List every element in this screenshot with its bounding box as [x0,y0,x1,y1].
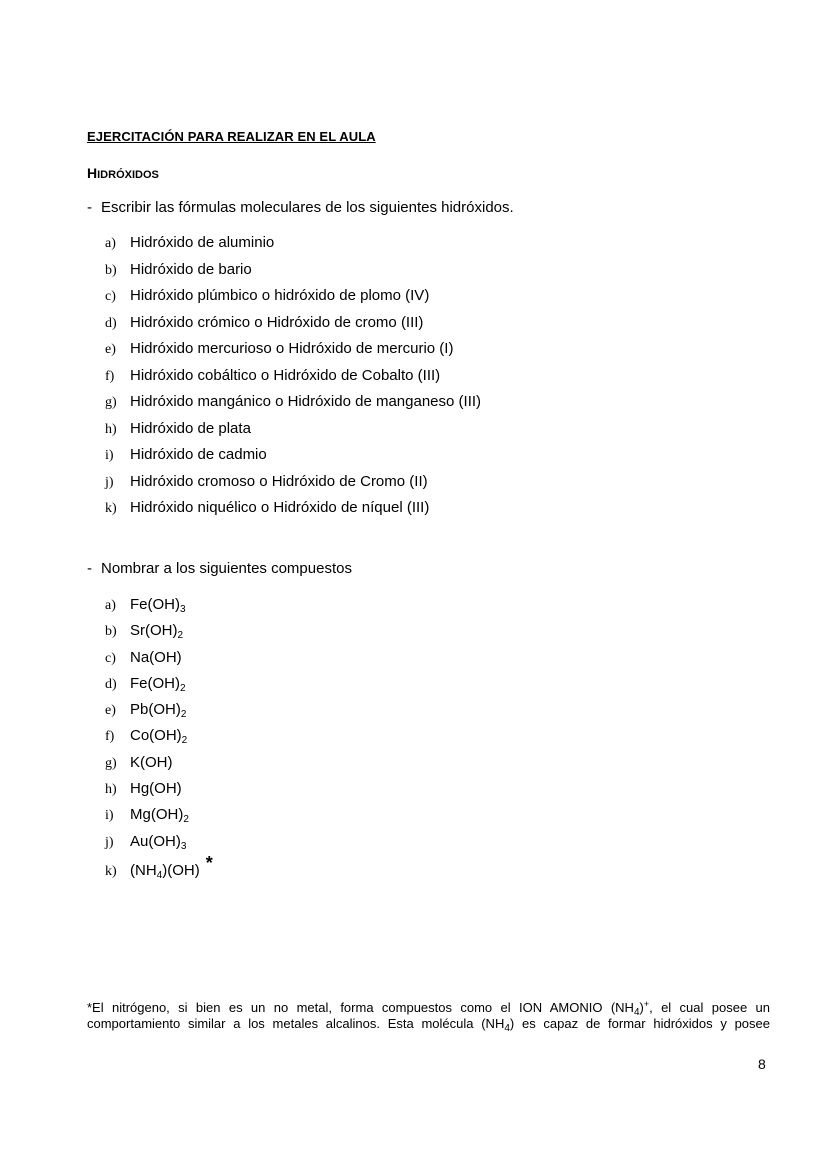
list-item [105,596,213,622]
formula-subscript: 2 [181,735,188,747]
list-item-text: Hidróxido de bario [130,260,252,278]
formula-subscript: 2 [177,630,184,642]
list-marker: c) [105,650,116,666]
formula-subscript: 2 [180,682,186,694]
list-item-text: Hidróxido cromoso o Hidróxido de Cromo (II) [130,472,428,490]
footnote-text: ) es capaz de formar hidróxidos y posee [509,1016,770,1031]
dash-bullet: - [87,199,92,216]
chemical-formula [130,833,186,850]
list-item [105,754,213,780]
list-item [105,367,481,394]
chemical-formula [130,806,189,826]
list-item [105,393,481,420]
list-item [105,675,213,701]
chemical-formula [130,727,188,747]
formula-base: Mg(OH) [130,806,184,824]
list-item [105,446,481,473]
footnote [87,1000,770,1032]
list-item [105,622,213,648]
list-marker: b) [105,624,117,640]
formula-base: Co(OH) [130,727,182,745]
list-item-text: Hidróxido niquélico o Hidróxido de níquel (III) [130,499,430,516]
page-number: 8 [758,1056,766,1072]
list-marker: k) [105,863,117,879]
chemical-formula [130,754,173,771]
list-marker: j) [105,474,114,490]
list-item [105,234,481,261]
list-item [105,314,481,341]
list-marker: f) [105,368,115,384]
compound-formulas-list [105,596,213,885]
section-heading [87,165,159,181]
formula-base: Hg(OH) [130,780,182,798]
list-item [105,420,481,447]
footnote-text: *El nitrógeno, si bien es un no metal, forma compuestos como el ION AMONIO (NH [87,1000,634,1015]
formula-subscript: 2 [180,709,187,721]
list-item [105,701,213,727]
list-item [105,473,481,500]
list-item-text: Hidróxido de plata [130,419,251,437]
list-marker: h) [105,782,117,798]
section-heading-initial: H [87,165,98,181]
footnote-text: , el cual posee un [649,1000,771,1015]
list-marker: a) [105,598,116,613]
list-item [105,833,213,859]
formula-base: K(OH) [130,753,173,771]
list-item [105,649,213,675]
list-marker: h) [105,421,117,437]
instruction-write-formulas [87,199,514,216]
list-item [105,852,213,885]
list-item [105,340,481,367]
page-heading: EJERCITACIÓN PARA REALIZAR EN EL AULA [87,129,376,144]
list-item [105,261,481,288]
chemical-formula [130,649,182,666]
list-marker: f) [105,729,115,745]
footnote-subscript: 4 [633,1007,640,1018]
formula-base: Pb(OH) [130,701,181,719]
footnote-superscript: + [643,999,650,1009]
chemical-formula [130,622,184,642]
list-item [105,806,213,832]
list-marker: g) [105,395,117,410]
list-item [105,780,213,806]
footnote-text: comportamiento similar a los metales alcalinos. Esta molécula (NH [87,1016,505,1031]
formula-subscript: 3 [180,840,187,852]
list-item-text: Hidróxido cobáltico o Hidróxido de Cobalto (III) [130,366,441,384]
list-marker: a) [105,236,116,251]
formula-base: Na(OH) [130,648,182,666]
instruction-text: Escribir las fórmulas moleculares de los siguientes hidróxidos. [101,199,514,216]
list-marker: e) [105,342,116,357]
list-marker: i) [105,448,114,463]
list-item-text: Hidróxido crómico o Hidróxido de cromo (III) [130,313,424,331]
chemical-formula [130,862,200,879]
list-item-text: Hidróxido mangánico o Hidróxido de manganeso (III) [130,393,482,410]
instruction-name-compounds [87,560,352,577]
footnote-asterisk: * [205,852,213,873]
footnote-subscript: 4 [504,1023,510,1034]
formula-base: Fe(OH) [130,674,180,692]
list-item-text: Hidróxido mercurioso o Hidróxido de mercurio (I) [130,340,454,357]
formula-base: Au(OH) [130,832,181,850]
list-marker: i) [105,808,114,824]
formula-base: Sr(OH) [130,622,178,640]
list-marker: j) [105,834,114,850]
chemical-formula [130,675,186,692]
list-marker: d) [105,315,117,331]
hydroxide-names-list [105,234,481,526]
list-item-text: Hidróxido de aluminio [130,234,275,251]
instruction-text: Nombrar a los siguientes compuestos [101,560,352,577]
list-marker: b) [105,262,117,278]
list-item-text: Hidróxido de cadmio [130,446,267,463]
formula-subscript: 3 [180,604,186,615]
formula-tail: )(OH) [162,861,200,879]
list-marker: c) [105,289,116,304]
list-item-text: Hidróxido plúmbico o hidróxido de plomo (IV) [130,287,430,304]
chemical-formula [130,701,187,721]
chemical-formula [130,780,182,797]
formula-base: (NH [130,861,157,879]
list-item [105,727,213,753]
formula-subscript: 2 [183,814,189,826]
list-marker: k) [105,501,117,516]
formula-base: Fe(OH) [130,596,180,613]
list-item [105,499,481,526]
footnote-text: ) [639,1000,644,1015]
section-heading-rest: IDRÓXIDOS [97,169,159,181]
dash-bullet: - [87,560,92,577]
chemical-formula [130,596,186,613]
list-marker: d) [105,676,117,692]
formula-subscript: 4 [156,869,163,881]
list-item [105,287,481,314]
list-marker: g) [105,755,117,771]
footnote-line [87,1000,770,1016]
footnote-line [87,1016,770,1032]
list-marker: e) [105,703,116,719]
